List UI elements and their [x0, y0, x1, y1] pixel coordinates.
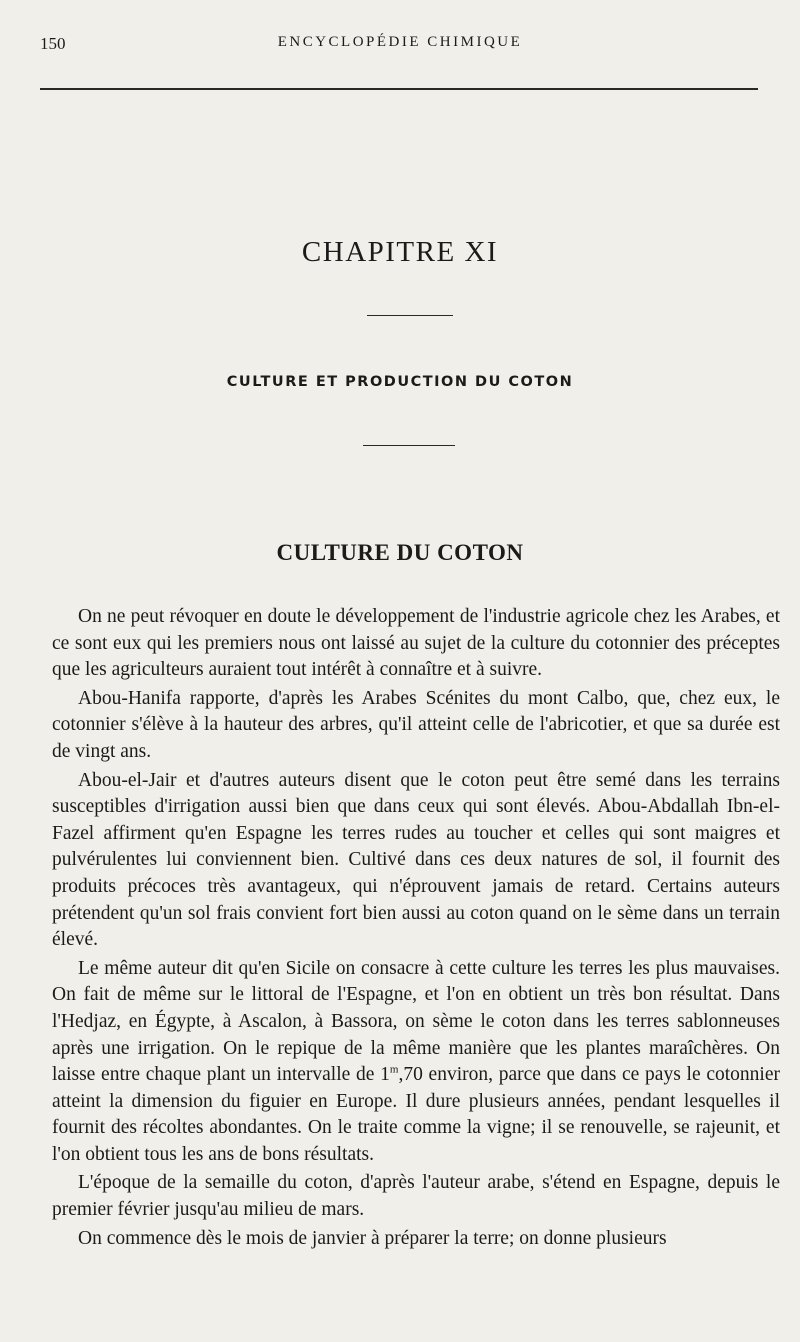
paragraph: Abou-el-Jair et d'autres auteurs disent que le coton peut être semé dans les terrains susceptibles d'irrigation aussi bien que dans ceux qui sont élevés. Abou-Abdallah Ibn-el-Fazel affirment qu'en Espagne les terres rudes au toucher et celles qui sont maigres et pulvérulentes lui conviennent bien. Cultivé dans ces deux natures de sol, il fournit des produits précoces très avantageux, qui n'éprouvent jamais de retard. Certains auteurs prétendent qu'un sol frais convient fort bien aussi au coton quand on le sème dans un terrain élevé. [52, 769, 780, 951]
running-head [40, 34, 760, 58]
subsection-title: CULTURE DU COTON [276, 540, 524, 565]
chapter-title: CHAPITRE XI [301, 236, 499, 268]
paragraph: On ne peut révoquer en doute le développement de l'industrie agricole chez les Arabes, et ce sont eux qui les premiers nous ont laissé au sujet de la culture du cotonnier des préceptes que les agriculteurs auraient tout intérêt à connaître et à suivre. [52, 606, 780, 681]
page-number: 150 [40, 34, 66, 53]
paragraph: On commence dès le mois de janvier à préparer la terre; on donne plusieurs [78, 1227, 667, 1249]
header-rule [40, 88, 758, 90]
paragraph: Abou-Hanifa rapporte, d'après les Arabes Scénites du mont Calbo, que, chez eux, le cotonnier s'élève à la hauteur des arbres, qu'il atteint celle de l'abricotier, et que sa durée est de vingt ans. [52, 687, 780, 762]
chapter-divider [367, 315, 453, 316]
body-text [52, 604, 780, 1252]
paragraph: L'époque de la semaille du coton, d'après l'auteur arabe, s'étend en Espagne, depuis le premier février jusqu'au milieu de mars. [52, 1172, 780, 1221]
section-title: CULTURE ET PRODUCTION DU COTON [226, 374, 574, 390]
section-divider [363, 445, 455, 446]
running-head-title: ENCYCLOPÉDIE CHIMIQUE [277, 34, 523, 50]
paragraph: Le même auteur dit qu'en Sicile on consacre à cette culture les terres les plus mauvaises. On fait de même sur le littoral de l'Espagne, et l'on en obtient un très bon résultat. Dans l'Hedjaz, en Égypte, à Ascalon, à Bassora, on sème le coton dans les terres sablonneuses après une irrigation. On le repique de la même manière que les plantes maraîchères. On laisse entre chaque plant un intervalle de 1$^m$,70 environ, parce que dans ce pays le cotonnier atteint la dimension du figuier en Europe. Il dure plusieurs années, pendant lesquelles il fournit des récoltes abondantes. On le traite comme la vigne; il se renouvelle, se rajeunit, et l'on obtient tous les ans de bons résultats. [52, 957, 780, 1165]
